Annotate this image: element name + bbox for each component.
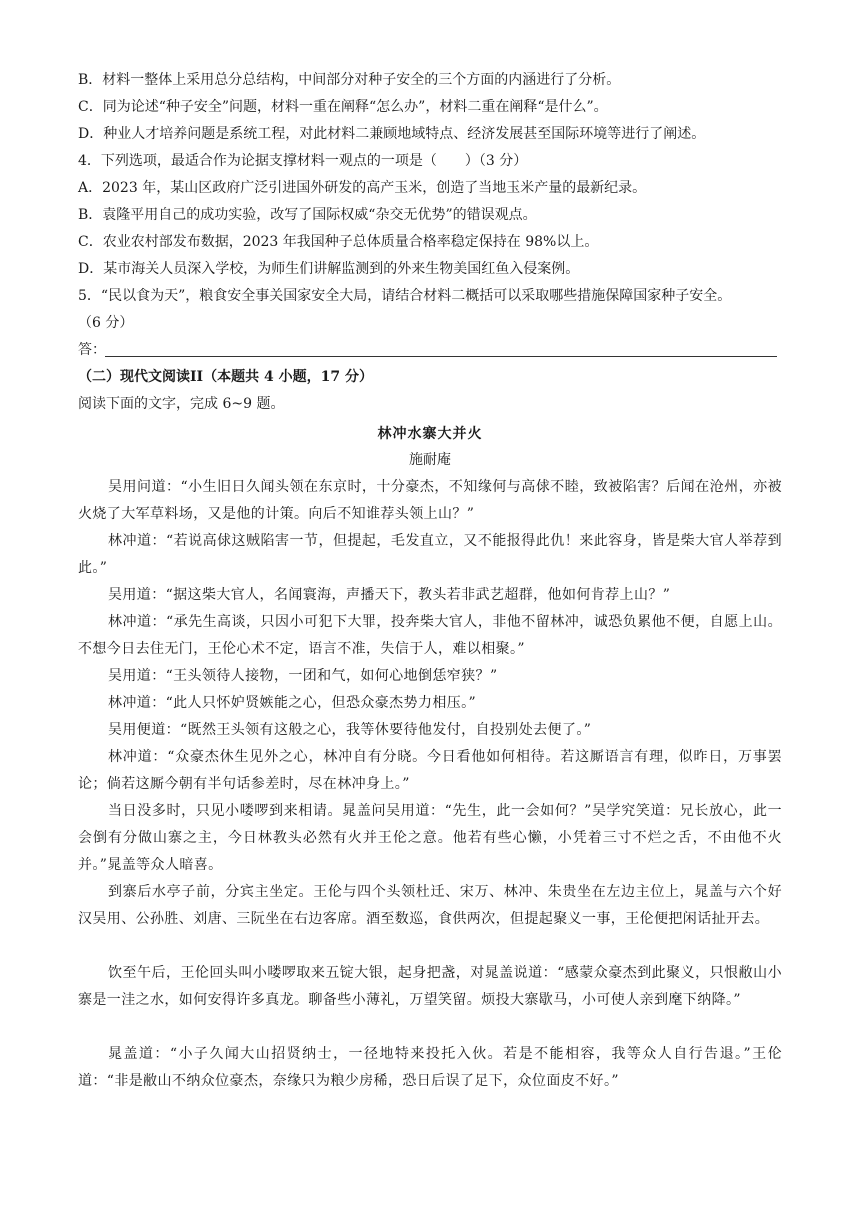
article-title: 林冲水寨大并火 [377, 426, 483, 442]
q3-option-b: B．材料一整体上采用总分总结构，中间部分对种子安全的三个方面的内涵进行了分析。 [78, 72, 621, 88]
q4-stem: 4．下列选项，最适合作为论据支撑材料一观点的一项是（ ）（3 分） [78, 153, 528, 169]
article-paragraph: 林冲道：“若说高俅这贼陷害一节，但提起，毛发直立，又不能报得此仇！来此容身，皆是柴大官人举荐到此。” [78, 533, 782, 576]
answer-blank-line[interactable] [105, 356, 777, 357]
article-paragraph: 晁盖道：“小子久闻大山招贤纳士，一径地特来投托入伙。若是不能相容，我等众人自行告退。”王伦道：“非是敝山不纳众位豪杰，奈缘只为粮少房稀，恐日后误了足下，众位面皮不好。” [78, 1046, 782, 1089]
q4-option-a: A．2023 年，某山区政府广泛引进国外研发的高产玉米，创造了当地玉米产量的最新纪录。 [78, 180, 647, 196]
section-heading: （二）现代文阅读II（本题共 4 小题，17 分） [78, 369, 373, 385]
q4-option-d: D．某市海关人员深入学校，为师生们讲解监测到的外来生物美国红鱼入侵案例。 [78, 261, 580, 277]
article-author: 施耐庵 [409, 452, 451, 468]
article-paragraph: 吴用问道：“小生旧日久闻头领在东京时，十分豪杰，不知缘何与高俅不睦，致被陷害？后闻在沧州，亦被火烧了大军草料场，又是他的计策。向后不知谁荐头领上山？” [78, 479, 782, 522]
article-paragraph: 吴用道：“王头领待人接物，一团和气，如何心地倒恁窄狭？” [108, 668, 498, 684]
q4-option-b: B．袁隆平用自己的成功实验，改写了国际权威“杂交无优势”的错误观点。 [78, 207, 537, 223]
article-paragraph: 林冲道：“众豪杰休生见外之心，林冲自有分晓。今日看他如何相待。若这厮语言有理，似昨日，万事罢论；倘若这厮今朝有半句话参差时，尽在林冲身上。” [78, 749, 782, 792]
article-paragraph: 饮至午后，王伦回头叫小喽啰取来五锭大银，起身把盏，对晁盖说道：“感蒙众豪杰到此聚义，只恨敝山小寨是一洼之水，如何安得许多真龙。聊备些小薄礼，万望笑留。烦投大寨歇马，小可使人亲到麾下纳降。” [78, 965, 782, 1008]
q5-score: （6 分） [78, 315, 134, 331]
q4-option-c: C．农业农村部发布数据，2023 年我国种子总体质量合格率稳定保持在 98%以上。 [78, 234, 599, 250]
section-instruction: 阅读下面的文字，完成 6~9 题。 [78, 396, 285, 412]
article-paragraph: 吴用便道：“既然王头领有这般之心，我等休要待他发付，自投别处去便了。” [108, 722, 592, 738]
q5-stem: 5．“民以食为天”，粮食安全事关国家安全大局，请结合材料二概括可以采取哪些措施保障国家种子安全。 [78, 288, 732, 304]
article-paragraph: 林冲道：“此人只怀妒贤嫉能之心，但恐众豪杰势力相压。” [108, 695, 477, 711]
q3-option-c: C．同为论述“种子安全”问题，材料一重在阐释“怎么办”，材料二重在阐释“是什么”。 [78, 99, 608, 115]
article-paragraph: 当日没多时，只见小喽啰到来相请。晁盖问吴用道：“先生，此一会如何？”吴学究笑道：兄长放心，此一会倒有分做山寨之主，今日林教头必然有火并王伦之意。他若有些心懒，小凭着三寸不烂之舌，不由他不火并。”晁盖等众人暗喜。 [78, 803, 782, 873]
q3-option-d: D．种业人才培养问题是系统工程，对此材料二兼顾地域特点、经济发展甚至国际环境等进行了阐述。 [78, 126, 706, 142]
article-paragraph: 吴用道：“据这柴大官人，名闻寰海，声播天下，教头若非武艺超群，他如何肯荐上山？” [108, 587, 671, 603]
q5-answer-label: 答： [78, 342, 106, 358]
article-paragraph: 到寨后水亭子前，分宾主坐定。王伦与四个头领杜迁、宋万、林冲、朱贵坐在左边主位上，晁盖与六个好汉吴用、公孙胜、刘唐、三阮坐在右边客席。酒至数巡，食供两次，但提起聚义一事，王伦便把闲话扯开去。 [78, 884, 782, 927]
article-paragraph: 林冲道：“承先生高谈，只因小可犯下大罪，投奔柴大官人，非他不留林冲，诚恐负累他不便，自愿上山。不想今日去住无门，王伦心术不定，语言不准，失信于人，难以相聚。” [78, 614, 782, 657]
